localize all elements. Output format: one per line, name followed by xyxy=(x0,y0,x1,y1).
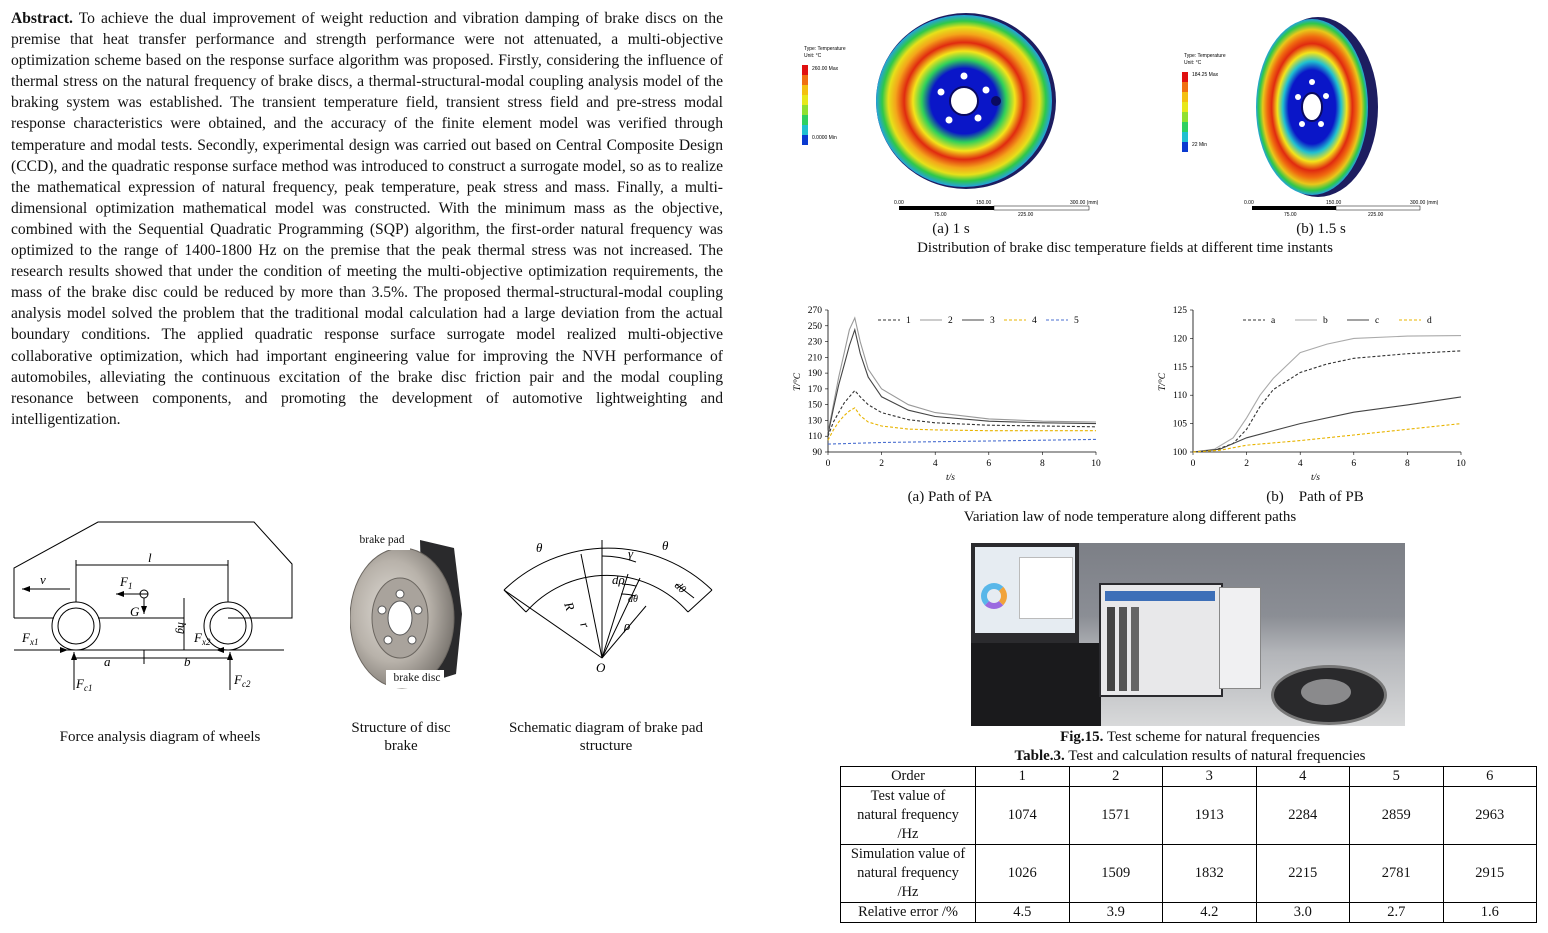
disc-brake-photo xyxy=(350,534,465,694)
y-tick-label: 110 xyxy=(808,432,822,443)
x-tick-label: 6 xyxy=(1351,459,1357,469)
y-tick-label: 250 xyxy=(807,321,822,332)
svg-text:0.00: 0.00 xyxy=(1244,200,1254,206)
svg-text:dθ: dθ xyxy=(671,579,689,596)
label-brake-disc: brake disc xyxy=(393,672,441,684)
legend-min-a: 0.0000 Min xyxy=(812,135,837,141)
abstract-text: To achieve the dual improvement of weight reduction and vibration damping of brake discs on the premise that heat transfer performance and strength performance were not attenuated, a multi-objective optimization scheme based on the response surface algorithm was proposed. Firstly, considering the influence of thermal stress on the natural frequency of brake discs, a thermal-structural-modal coupling analysis model of the braking system was established. The transient temperature field, transient stress field and pre-stress modal response characteristics were obtained, and the accuracy of the finite element model was verified through temperature and modal tests. Secondly, experimental design was carried out based on Central Composite Design (CCD), and the quadratic response surface method was introduced to construct a surrogate model, so as to realize the mathematical expression of natural frequency, peak temperature, peak stress and mass. Finally, a multi-dimensional optimization mathematical model was constructed. With the minimum mass as the objective, combined with the Sequential Quadratic Programming (SQP) algorithm, the first-order natural frequency was optimized to the range of 1400-1800 Hz on the premise that the peak thermal stress was not increased. The research results showed that under the condition of meeting the multi-objective optimization requirements, the mass of the brake disc could be reduced by more than 3.5%. The proposed thermal-structural-modal coupling analysis model solved the problem that the traditional modal calculation had a large deviation from the actual boundary conditions. The applied quadratic response surface surrogate model realized multi-objective collaborative optimization, which had important engineering value for improving the NVH performance of automobiles, alleviating the continuous excitation of the brake disc friction pair and the modal coupling resonance between components, and promoting the development of automotive lightweighting and intelligentization. xyxy=(11,10,723,428)
y-tick-label: 130 xyxy=(807,416,822,427)
label-brake-pad: brake pad xyxy=(359,534,405,546)
series-line-1 xyxy=(828,391,1096,437)
y-tick-label: 270 xyxy=(807,306,822,316)
legend-label-4: 4 xyxy=(1032,316,1037,326)
disc-brake-caption: Structure of disc brake xyxy=(351,720,451,754)
daq-chassis xyxy=(1099,583,1223,697)
legend-label-3: 3 xyxy=(990,316,995,326)
force-diagram-caption: Force analysis diagram of wheels xyxy=(59,729,261,745)
table-row: Test value of natural frequency /Hz 1074 1571 1913 2284 2859 2963 xyxy=(841,787,1537,845)
svg-text:300.00 (mm): 300.00 (mm) xyxy=(1070,200,1099,206)
legend-max-a: 260.00 Max xyxy=(812,66,839,72)
series-line-2 xyxy=(828,318,1096,432)
abstract-paragraph xyxy=(11,8,723,430)
table-caption: Table.3. Test and calculation results of natural frequencies xyxy=(1014,748,1366,764)
svg-text:Fc1: $F_{c1}$ xyxy=(76,676,93,693)
chart-path-pb xyxy=(1155,300,1475,488)
svg-text:a: a xyxy=(104,654,111,669)
legend-label-d: d xyxy=(1427,316,1432,326)
svg-text:0.00: 0.00 xyxy=(894,200,904,206)
x-tick-label: 10 xyxy=(1456,459,1466,469)
legend-label-2: 2 xyxy=(948,316,953,326)
y-tick-label: 105 xyxy=(1172,419,1187,430)
table-row: Simulation value of natural frequency /Hz 1026 1509 1832 2215 2781 2915 xyxy=(841,845,1537,903)
temp-field-panel-b xyxy=(1178,10,1438,222)
test-scheme-photo xyxy=(971,543,1405,726)
y-tick-label: 90 xyxy=(812,448,822,458)
svg-text:v: v xyxy=(40,572,46,587)
chart-path-pa xyxy=(790,300,1110,488)
svg-text:Fx1: $F_{x1}$ xyxy=(22,630,39,647)
svg-text:dρ: dρ xyxy=(612,572,625,587)
legend-label-b: b xyxy=(1323,316,1328,326)
svg-text:γ: γ xyxy=(628,546,634,561)
x-axis-label: t/s xyxy=(1311,473,1320,483)
y-tick-label: 125 xyxy=(1172,306,1187,316)
legend-unit-a: Unit: °C xyxy=(804,53,822,59)
series-line-5 xyxy=(828,439,1096,444)
y-tick-label: 210 xyxy=(807,353,822,364)
table-header-row: Order 1 2 3 4 5 6 xyxy=(841,767,1537,787)
x-tick-label: 4 xyxy=(1297,459,1303,469)
svg-text:225.00: 225.00 xyxy=(1368,212,1384,218)
x-tick-label: 4 xyxy=(932,459,938,469)
scale-bar-b xyxy=(1244,200,1438,218)
legend-type-b: Type: Temperature xyxy=(1184,53,1226,59)
legend-label-1: 1 xyxy=(906,316,911,326)
brake-pad-schematic xyxy=(496,534,718,684)
y-tick-label: 120 xyxy=(1172,334,1187,345)
y-axis-label: T/°C xyxy=(1158,372,1168,391)
y-tick-label: 150 xyxy=(807,400,822,411)
legend-label-c: c xyxy=(1375,316,1380,326)
legend-label-a: a xyxy=(1271,316,1276,326)
y-tick-label: 115 xyxy=(1173,362,1187,373)
brake-disc-temperature-a xyxy=(876,13,1056,189)
svg-text:r: r xyxy=(577,619,594,630)
force-analysis-diagram xyxy=(8,518,308,698)
series-line-b xyxy=(1193,336,1461,452)
pad-schematic-caption: Schematic diagram of brake pad structure xyxy=(508,720,704,754)
svg-text:O: O xyxy=(596,660,606,675)
svg-text:75.00: 75.00 xyxy=(1284,212,1297,218)
svg-text:Fx2: $F_{x2}$ xyxy=(194,630,211,647)
front-wheel xyxy=(52,602,100,650)
series-line-c xyxy=(1193,397,1461,452)
legend-unit-b: Unit: °C xyxy=(1184,60,1202,66)
scale-bar-a xyxy=(894,200,1099,218)
svg-text:l: l xyxy=(148,550,152,565)
legend-label-5: 5 xyxy=(1074,316,1079,326)
svg-text:dθ: dθ xyxy=(628,594,638,605)
svg-text:150.00: 150.00 xyxy=(1326,200,1342,206)
y-tick-label: 100 xyxy=(1172,448,1187,458)
svg-text:G: G xyxy=(130,604,140,619)
svg-text:300.00 (mm): 300.00 (mm) xyxy=(1410,200,1438,206)
svg-text:θ: θ xyxy=(536,540,543,555)
caption-panel-b: (b) 1.5 s xyxy=(1296,221,1346,237)
svg-text:θ: θ xyxy=(662,538,669,553)
svg-text:ρ: ρ xyxy=(624,618,631,633)
rear-wheel xyxy=(204,602,252,650)
natural-frequency-table xyxy=(840,766,1537,923)
abstract-heading: Abstract. xyxy=(11,10,73,27)
y-tick-label: 190 xyxy=(807,369,822,380)
caption-path-pa: (a) Path of PA xyxy=(907,489,993,505)
x-tick-label: 2 xyxy=(1244,459,1249,469)
test-photo-caption: Fig.15. Test scheme for natural frequencies xyxy=(1060,729,1320,745)
legend-min-b: 22 Min xyxy=(1192,142,1208,148)
legend-max-b: 184.25 Max xyxy=(1192,72,1219,78)
table-row: Relative error /% 4.5 3.9 4.2 3.0 2.7 1.6 xyxy=(841,903,1537,923)
path-caption: Variation law of node temperature along different paths xyxy=(963,509,1297,525)
x-tick-label: 10 xyxy=(1091,459,1101,469)
svg-text:75.00: 75.00 xyxy=(934,212,947,218)
x-tick-label: 2 xyxy=(879,459,884,469)
svg-text:Fc2: $F_{c2}$ xyxy=(234,672,251,689)
caption-path-pb: (b) Path of PB xyxy=(1266,489,1364,505)
x-tick-label: 6 xyxy=(986,459,992,469)
svg-text:225.00: 225.00 xyxy=(1018,212,1034,218)
x-tick-label: 8 xyxy=(1040,459,1045,469)
temp-fields-caption: Distribution of brake disc temperature fields at different time instants xyxy=(917,240,1333,256)
series-line-3 xyxy=(828,330,1096,435)
brake-disc-temperature-b xyxy=(1256,17,1378,197)
y-axis-label: T/°C xyxy=(793,372,803,391)
y-tick-label: 170 xyxy=(807,384,822,395)
svg-text:F1: $F_1$ xyxy=(120,574,133,591)
x-tick-label: 8 xyxy=(1405,459,1410,469)
x-axis-label: t/s xyxy=(946,473,955,483)
x-tick-label: 0 xyxy=(825,459,831,469)
legend-colorbar-b xyxy=(1182,72,1188,152)
svg-text:150.00: 150.00 xyxy=(976,200,992,206)
legend-type-a: Type: Temperature xyxy=(804,46,846,52)
temp-field-panel-a xyxy=(796,10,1126,222)
svg-text:b: b xyxy=(184,654,191,669)
y-tick-label: 230 xyxy=(807,337,822,348)
legend-colorbar-a xyxy=(802,65,808,145)
laptop xyxy=(971,543,1079,643)
svg-text:R: R xyxy=(561,599,578,613)
caption-panel-a: (a) 1 s xyxy=(932,221,970,237)
svg-text:hg: hg xyxy=(175,622,189,634)
x-tick-label: 0 xyxy=(1190,459,1196,469)
y-tick-label: 110 xyxy=(1173,391,1187,402)
